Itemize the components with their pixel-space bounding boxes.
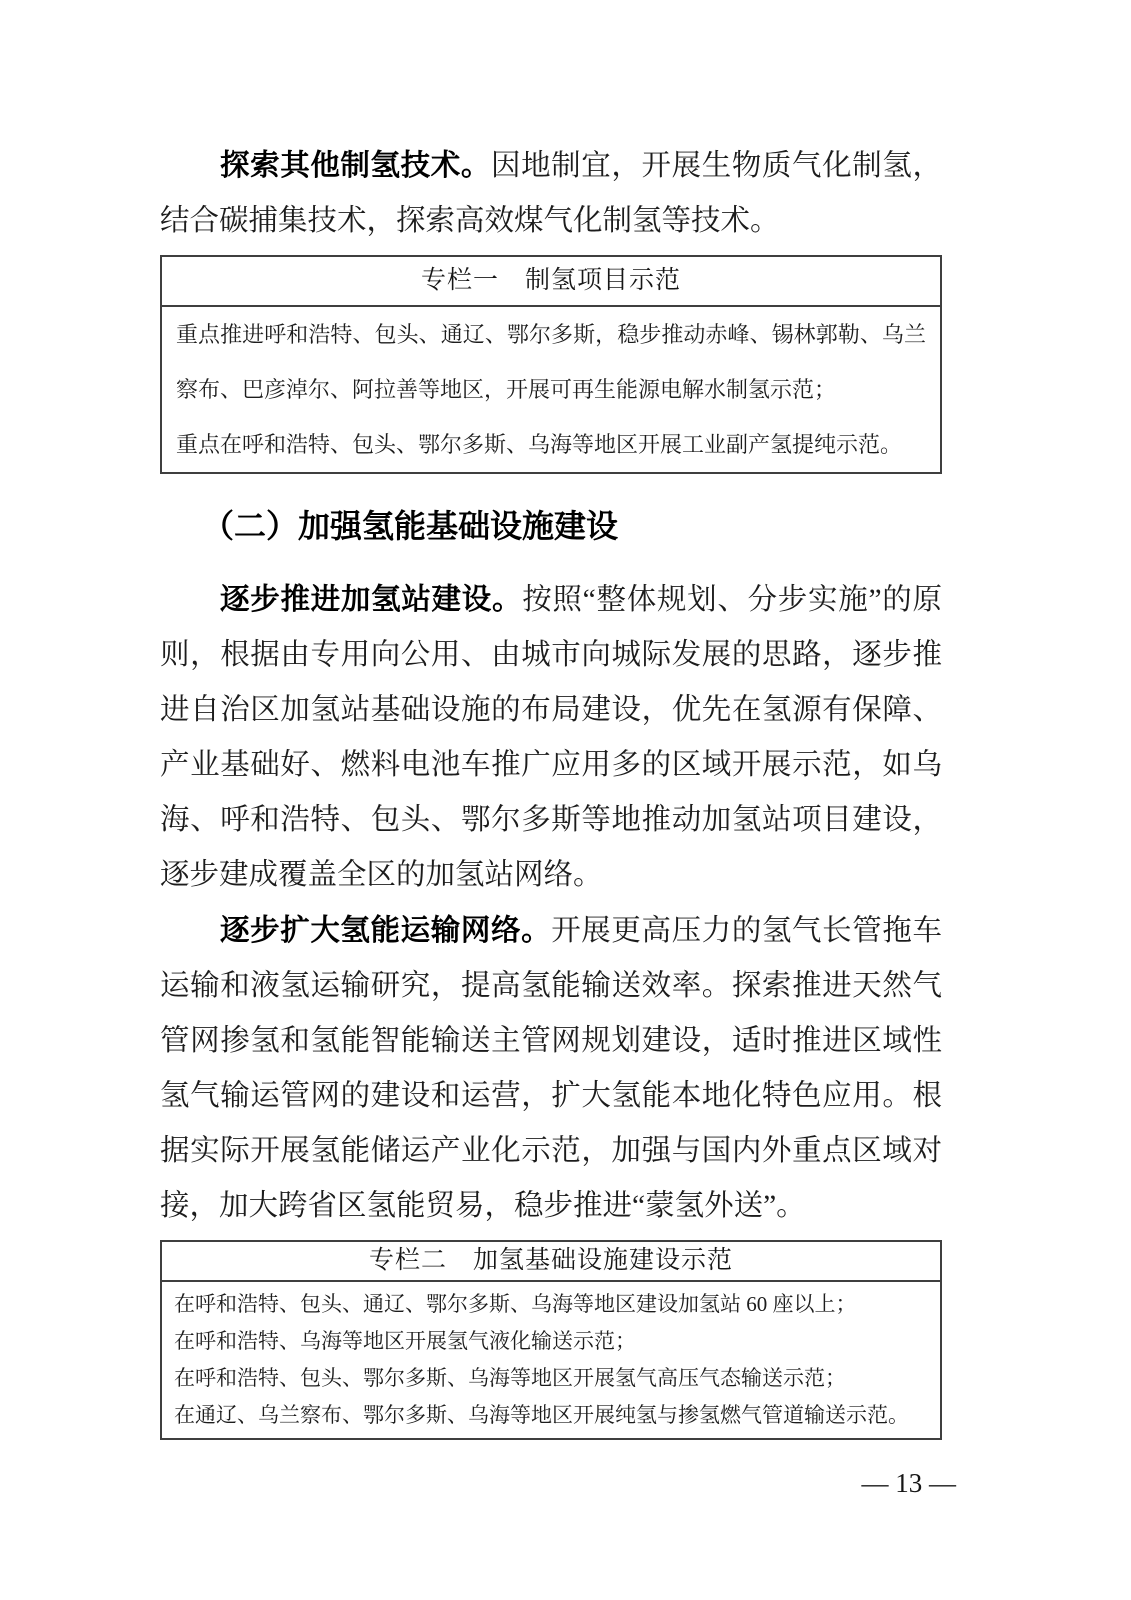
page-content: [160, 0, 956, 1498]
intro-paragraph: [160, 138, 942, 249]
column-box-2-item: 在呼和浩特、包头、鄂尔多斯、乌海等地区开展氢气高压气态输送示范；: [174, 1366, 846, 1390]
column-box-2-item: 在呼和浩特、乌海等地区开展氢气液化输送示范；: [174, 1329, 636, 1353]
column-box-1: [160, 255, 942, 474]
column-box-1-item: 重点在呼和浩特、包头、鄂尔多斯、乌海等地区开展工业副产氢提纯示范。: [176, 432, 903, 457]
column-box-1-title: 专栏一 制氢项目示范: [162, 257, 940, 307]
column-box-2-body: [162, 1282, 940, 1438]
station-paragraph-lead: 逐步推进加氢站建设。: [220, 583, 523, 616]
intro-paragraph-body: 因地制宜，开展生物质气化制氢，结合碳捕集技术，探索高效煤气化制氢等技术。: [160, 150, 942, 237]
intro-paragraph-lead: 探索其他制氢技术。: [220, 149, 491, 182]
transport-paragraph-body: 开展更高压力的氢气长管拖车运输和液氢运输研究，提高氢能输送效率。探索推进天然气管网掺氢和氢能智能输送主管网规划建设，适时推进区域性氢气输运管网的建设和运营，扩大氢能本地化特色应用。根据实际开展氢能储运产业化示范，加强与国内外重点区域对接，加大跨省区氢能贸易，稳步推进“蒙氢外送”。: [160, 915, 942, 1222]
station-paragraph: [160, 572, 942, 903]
column-box-2-title: 专栏二 加氢基础设施建设示范: [162, 1242, 940, 1282]
station-paragraph-body: 按照“整体规划、分步实施”的原则，根据由专用向公用、由城市向城际发展的思路，逐步推进自治区加氢站基础设施的布局建设，优先在氢源有保障、产业基础好、燃料电池车推广应用多的区域开展示范，如乌海、呼和浩特、包头、鄂尔多斯等地推动加氢站项目建设，逐步建成覆盖全区的加氢站网络。: [160, 584, 942, 891]
section-heading: （二）加强氢能基础设施建设: [202, 508, 619, 544]
transport-paragraph-lead: 逐步扩大氢能运输网络。: [220, 914, 552, 947]
page-number: — 13 —: [861, 1468, 956, 1498]
transport-paragraph: [160, 903, 942, 1234]
column-box-2-item: 在通辽、乌兰察布、鄂尔多斯、乌海等地区开展纯氢与掺氢燃气管道输送示范。: [174, 1403, 909, 1427]
column-box-2-item: 在呼和浩特、包头、通辽、鄂尔多斯、乌海等地区建设加氢站 60 座以上；: [174, 1292, 857, 1316]
column-box-1-item: 重点推进呼和浩特、包头、通辽、鄂尔多斯，稳步推动赤峰、锡林郭勒、乌兰察布、巴彦淖尔、阿拉善等地区，开展可再生能源电解水制氢示范；: [176, 322, 926, 402]
column-box-2: [160, 1240, 942, 1440]
column-box-1-body: [162, 307, 940, 472]
